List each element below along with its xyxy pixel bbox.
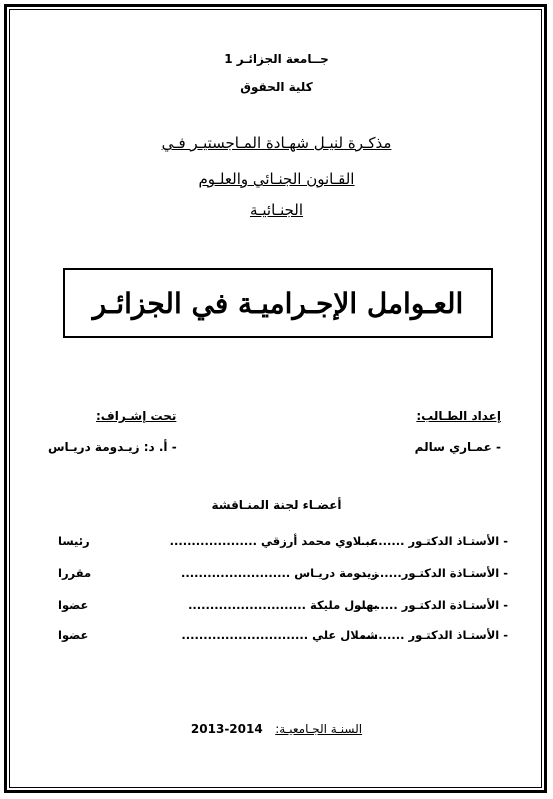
member-role: رئيسا [58,534,90,548]
university-name: جــامعة الجزائـر 1 [224,52,329,66]
thesis-degree-line: مذكـرة لنيـل شهـادة المـاجستيـر فـي [161,134,392,152]
committee-member-row [58,598,508,616]
member-role: عضوا [58,628,89,642]
member-title: - الأستـاذ الدكتـور .......... [360,534,508,548]
page-border-inner [9,9,542,788]
student-label: إعداد الطـالب: [416,409,501,423]
member-name: عبـلاوي محمد أرزقي .................... [169,534,378,548]
committee-title: أعضـاء لجنة المنـاقشة [211,498,342,512]
thesis-title: العـوامل الإجـراميـة في الجزائـر [92,286,464,320]
member-name: بهلول مليكة ........................... [188,598,378,612]
thesis-field-line-2: الجنـائيـة [249,201,304,219]
supervisor-name: - أ. د: زيـدومة دريـاس [48,440,177,454]
member-role: عضوا [58,598,89,612]
committee-member-row [58,566,508,584]
thesis-title-box [63,268,493,338]
member-role: مقررا [58,566,92,580]
committee-member-row [58,628,508,646]
member-title: - الأستـاذة الدكتـور .......... [354,598,508,612]
thesis-field-line: القـانون الجنـائي والعلـوم [198,170,355,188]
faculty-name: كلية الحقوق [240,80,313,94]
member-title: - الأستـاذة الدكتـور.......... [358,566,508,580]
member-title: - الأستـاذ الدكتـور .......... [360,628,508,642]
academic-year [0,722,553,736]
member-name: زيدومة دريـاس ......................... [180,566,378,580]
academic-year-value: 2013-2014 [190,722,263,736]
committee-member-row [58,534,508,552]
academic-year-label: السنـة الجـامعيـة: [275,722,363,736]
student-name: - عمـاري سالم [414,440,501,454]
supervisor-label: تحت إشـراف: [96,409,177,423]
member-name: شملال علي ............................. [181,628,378,642]
